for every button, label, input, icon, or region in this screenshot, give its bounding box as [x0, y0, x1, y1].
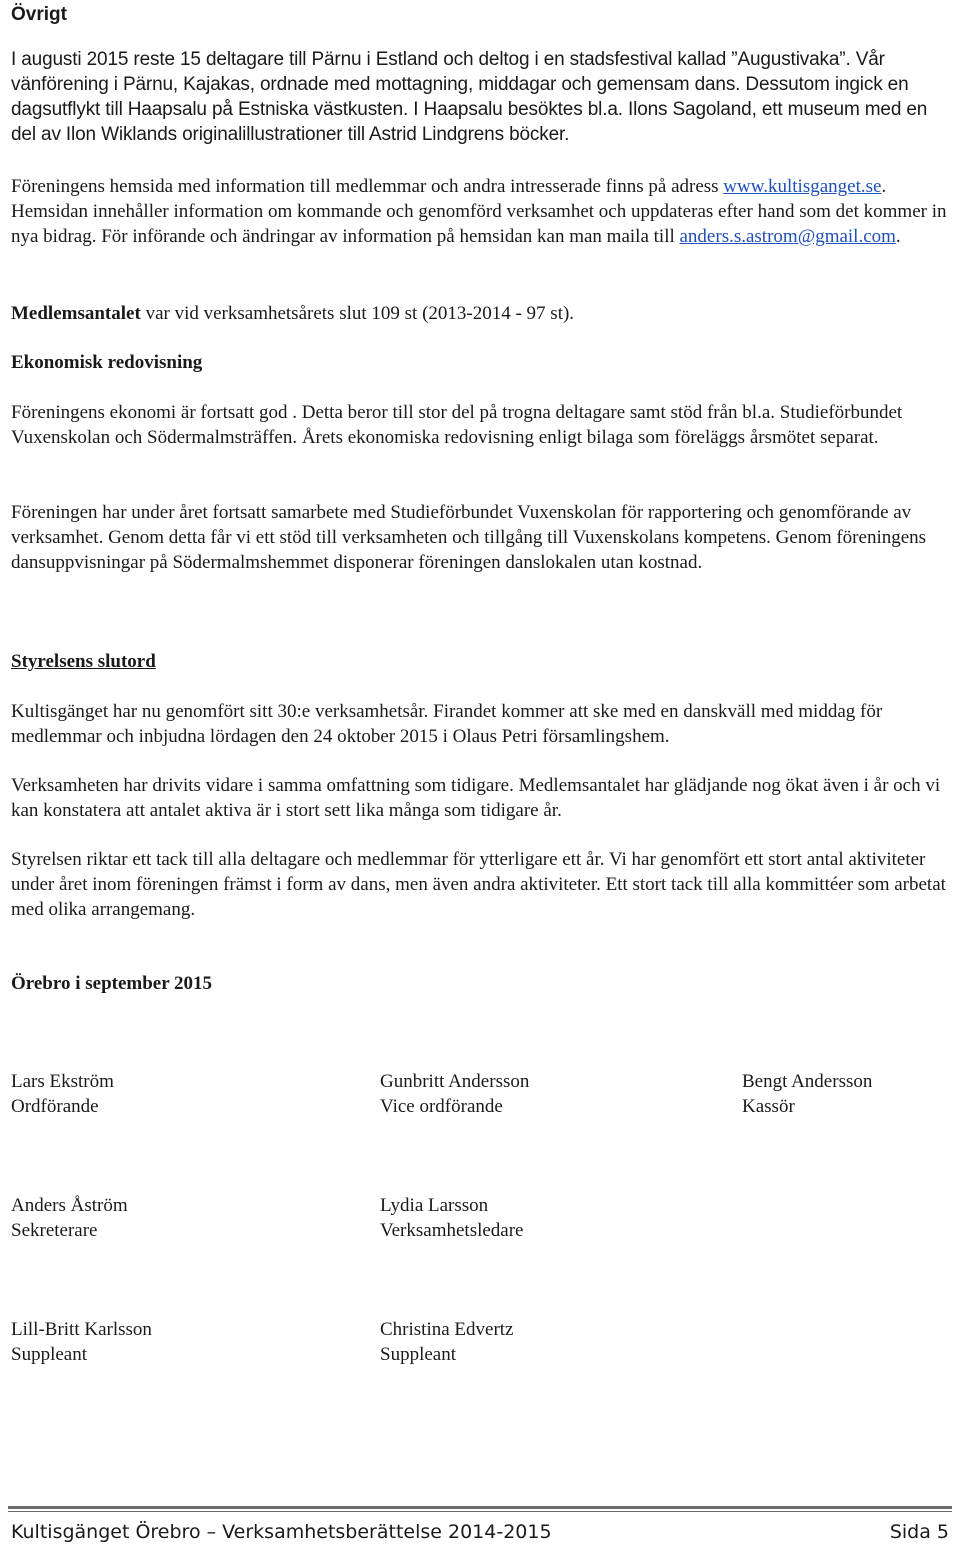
section-heading-ovrigt: Övrigt	[11, 4, 67, 25]
paragraph-thanks: Styrelsen riktar ett tack till alla deltagare och medlemmar för ytterligare ett år. Vi har genomfört ett stort antal aktiviteter under året inom föreningen främst i form av dans, men även andra aktiviteter. Ett stort tack till alla kommittéer som arbetat med olika arrangemang.	[11, 849, 946, 920]
paragraph-activity: Verksamheten har drivits vidare i samma omfattning som tidigare. Medlemsantalet har glädjande nog ökat även i år och vi kan konstatera att antalet aktiva är i stort sett lika många som tidigare år.	[11, 775, 941, 821]
paragraph-trip: I augusti 2015 reste 15 deltagare till Pärnu i Estland och deltog i en stadsfestival kallad ”Augustivaka”. Vår vänförening i Pärnu, Kajakas, ordnade med mottagning, middagar och gemensam dans. Dessutom ingick en dagsutflykt till Haapsalu på Estniska västkusten. I Haapsalu besöktes bl.a. Ilons Sagoland, ett museum med en del av Ilon Wiklands originalillustrationer till Astrid Lindgrens böcker.	[11, 49, 928, 145]
signature-name: Lill-Britt Karlsson	[11, 1319, 152, 1340]
signature-name: Bengt Andersson	[742, 1071, 873, 1092]
footer-title: Kultisgänget Örebro – Verksamhetsberättelse 2014-2015	[11, 1521, 552, 1543]
email-link[interactable]: anders.s.astrom@gmail.com	[679, 226, 896, 247]
paragraph-anniversary: Kultisgänget har nu genomfört sitt 30:e verksamhetsår. Firandet kommer att ske med en danskväll med middag för medlemmar och inbjudna lördagen den 24 oktober 2015 i Olaus Petri församlingshem.	[11, 701, 883, 747]
signature-name: Anders Åström	[11, 1195, 128, 1216]
place-date: Örebro i september 2015	[11, 973, 213, 994]
footer-divider	[8, 1506, 952, 1509]
signature-block	[11, 1069, 114, 1119]
signature-role: Suppleant	[11, 1344, 87, 1365]
signature-block	[380, 1193, 524, 1243]
signature-block	[380, 1317, 514, 1367]
signature-name: Lars Ekström	[11, 1071, 114, 1092]
signature-role: Vice ordförande	[380, 1096, 503, 1117]
signature-role: Ordförande	[11, 1096, 99, 1117]
website-text-pre: Föreningens hemsida med information till medlemmar och andra intresserade finns på adress	[11, 176, 719, 197]
website-text-end: .	[895, 226, 901, 247]
signature-role: Verksamhetsledare	[380, 1220, 524, 1241]
signature-role: Sekreterare	[11, 1220, 98, 1241]
signature-name: Gunbritt Andersson	[380, 1071, 530, 1092]
footer-divider	[8, 1511, 952, 1512]
website-text-mid: . Hemsidan innehåller information om kommande och genomförd verksamhet och uppdateras efter hand som det kommer in nya bidrag. För införande och ändringar av information på hemsidan kan man maila till	[11, 176, 947, 247]
signature-name: Christina Edvertz	[380, 1319, 514, 1340]
signature-block	[11, 1193, 128, 1243]
paragraph-economy: Föreningens ekonomi är fortsatt god . Detta beror till stor del på trogna deltagare samt stöd från bl.a. Studieförbundet Vuxenskolan och Södermalmsträffen. Årets ekonomiska redovisning enligt bilaga som föreläggs årsmötet separat.	[11, 402, 903, 448]
paragraph-website	[11, 174, 951, 249]
signature-role: Kassör	[742, 1096, 795, 1117]
signature-block	[11, 1317, 152, 1367]
members-label: Medlemsantalet	[11, 303, 141, 324]
signature-block	[742, 1069, 872, 1119]
members-text: var vid verksamhetsårets slut 109 st (2013-2014 - 97 st).	[140, 303, 575, 324]
page-number: Sida 5	[889, 1521, 949, 1543]
signature-role: Suppleant	[380, 1344, 456, 1365]
signature-name: Lydia Larsson	[380, 1195, 489, 1216]
website-link[interactable]: www.kultisganget.se	[723, 176, 882, 197]
paragraph-cooperation: Föreningen har under året fortsatt samarbete med Studieförbundet Vuxenskolan för rapportering och genomförande av verksamhet. Genom detta får vi ett stöd till verksamheten och tillgång till Vuxenskolans kompetens. Genom föreningens dansuppvisningar på Södermalmshemmet disponerar föreningen danslokalen utan kostnad.	[11, 502, 927, 573]
signature-block	[380, 1069, 529, 1119]
section-heading-ekonomi: Ekonomisk redovisning	[11, 352, 203, 373]
paragraph-members	[11, 301, 951, 326]
section-heading-slutord: Styrelsens slutord	[11, 651, 156, 672]
